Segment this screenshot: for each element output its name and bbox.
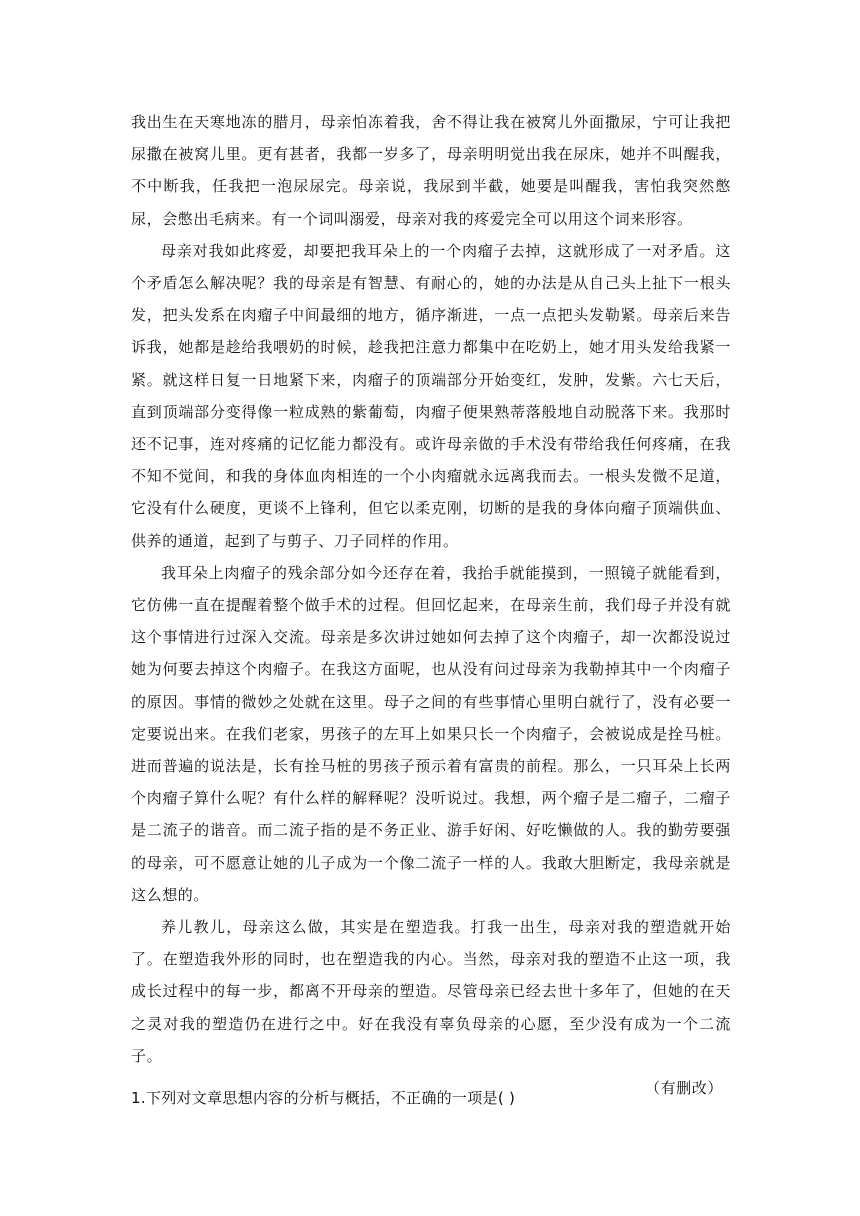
paragraph-1: 我出生在天寒地冻的腊月，母亲怕冻着我，舍不得让我在被窝儿外面撒尿，宁可让我把尿撒在被窝儿里。更有甚者，我都一岁多了，母亲明明觉出我在尿床，她并不叫醒我，不中断我，任我把一泡尿尿完。母亲说，我尿到半截，她要是叫醒我，害怕我突然憋尿，会憋出毛病来。有一个词叫溺爱，母亲对我的疼爱完全可以用这个词来形容。 <box>131 113 731 228</box>
paragraph-4: 养儿教儿，母亲这么做，其实是在塑造我。打我一出生，母亲对我的塑造就开始了。在塑造我外形的同时，也在塑造我的内心。当然，母亲对我的塑造不止这一项，我成长过程中的每一步，都离不开母亲的塑造。尽管母亲已经去世十多年了，但她的在天之灵对我的塑造仍在进行之中。好在我没有辜负母亲的心愿，至少没有成为一个二流子。 <box>131 918 731 1065</box>
paragraph-2: 母亲对我如此疼爱，却要把我耳朵上的一个肉瘤子去掉，这就形成了一对矛盾。这个矛盾怎么解决呢？我的母亲是有智慧、有耐心的，她的办法是从自己头上扯下一根头发，把头发系在肉瘤子中间最细的地方，循序渐进，一点一点把头发勒紧。母亲后来告诉我，她都是趁给我喂奶的时候，趁我把注意力都集中在吃奶上，她才用头发给我紧一紧。就这样日复一日地紧下来，肉瘤子的顶端部分开始变红，发肿，发紫。六七天后，直到顶端部分变得像一粒成熟的紫葡萄，肉瘤子便果熟蒂落般地自动脱落下来。我那时还不记事，连对疼痛的记忆能力都没有。或许母亲做的手术没有带给我任何疼痛，在我不知不觉间，和我的身体血肉相连的一个小肉瘤就永远离我而去。一根头发微不足道，它没有什么硬度，更谈不上锋利，但它以柔克刚，切断的是我的身体向瘤子顶端供血、供养的通道，起到了与剪子、刀子同样的作用。 <box>131 241 731 550</box>
source-note: （有删改） <box>644 1079 723 1098</box>
question-1: 1.下列对文章思想内容的分析与概括，不正确的一项是( ) <box>131 1089 516 1107</box>
article-body <box>131 106 731 1104</box>
paragraph-3: 我耳朵上肉瘤子的残余部分如今还存在着，我抬手就能摸到，一照镜子就能看到，它仿佛一直在提醒着整个做手术的过程。但回忆起来，在母亲生前，我们母子并没有就这个事情进行过深入交流。母亲是多次讲过她如何去掉了这个肉瘤子，却一次都没说过她为何要去掉这个肉瘤子。在我这方面呢，也从没有问过母亲为我勒掉其中一个肉瘤子的原因。事情的微妙之处就在这里。母子之间的有些事情心里明白就行了，没有必要一定要说出来。在我们老家，男孩子的左耳上如果只长一个肉瘤子，会被说成是拴马桩。进而普遍的说法是，长有拴马桩的男孩子预示着有富贵的前程。那么，一只耳朵上长两个肉瘤子算什么呢？有什么样的解释呢？没听说过。我想，两个瘤子是二瘤子，二瘤子是二流子的谐音。而二流子指的是不务正业、游手好闲、好吃懒做的人。我的勤劳要强的母亲，可不愿意让她的儿子成为一个像二流子一样的人。我敢大胆断定，我母亲就是这么想的。 <box>131 563 731 904</box>
